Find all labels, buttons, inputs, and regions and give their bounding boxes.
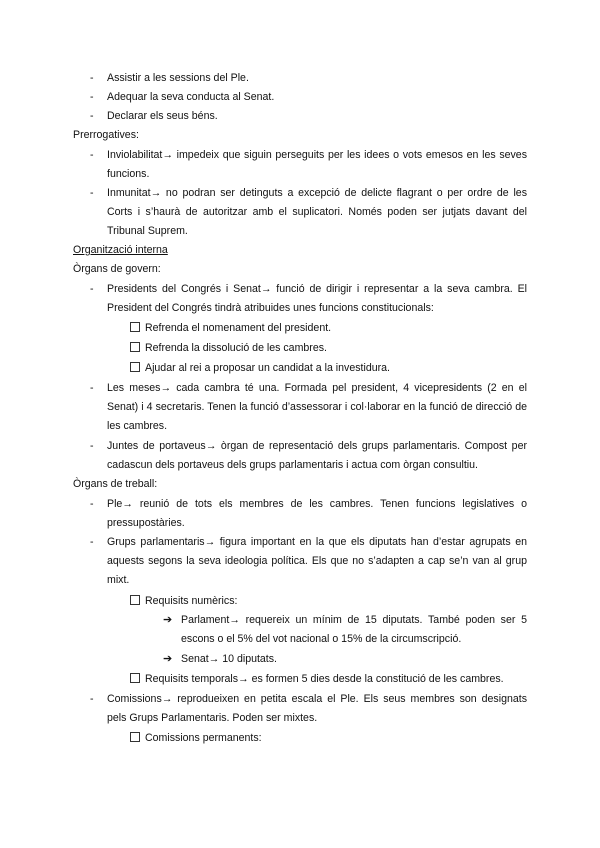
checkbox-item: Requisits temporals→ es formen 5 dies desde la constitució de les cambres. [130,670,504,689]
checkbox-item: Refrenda la dissolució de les cambres. [130,339,327,358]
inmunitat-item: Inmunitat→ no podran ser detinguts a excepció de delicte flagrant o per ordre de les Corts i s’haurà de autoritzar amb el suplicatori. Només poden ser jutjats davant del Tribunal Suprem. [107,187,527,237]
comissions-item: Comissions→ reprodueixen en petita escala el Ple. Els seus membres son designats pels Grups Parlamentaris. Poden ser mixtes. [107,693,527,724]
bullet-dash: - [90,536,94,548]
arrow-bullet-icon: ➔ [163,614,173,626]
meses-item: Les meses→ cada cambra té una. Formada pel president, 4 vicepresidents (2 en el Senat) i 4 secretaris. Tenen la funció d’assessorar i col·laborar en la funció de direcció de les cambres. [107,382,527,432]
checkbox-icon [130,322,140,332]
bullet-dash: - [90,149,94,161]
checkbox-icon [130,362,140,372]
checkbox-item: Requisits numèrics: [130,592,237,611]
bullet-dash: - [90,693,94,705]
checkbox-icon [130,595,140,605]
bullet-dash: - [90,283,94,295]
juntes-item: Juntes de portaveus→ òrgan de representació dels grups parlamentaris. Compost per cadascun dels portaveus dels grups parlamentaris i actua com òrgan consultiu. [107,440,527,471]
arrow-bullet-icon: ➔ [163,653,173,665]
bullet-dash: - [90,72,94,84]
bullet-dash: - [90,91,94,103]
grups-item: Grups parlamentaris→ figura important en la que els diputats han d’estar agrupats en aquests segons la seva ideologia política. Els que no s’adapten a cap se’n van al grup mixt. [107,536,527,586]
ple-item: Ple→ reunió de tots els membres de les cambres. Tenen funcions legislatives o pressupostàries. [107,498,527,529]
parlament-item: Parlament→ requereix un mínim de 15 diputats. També poden ser 5 escons o el 5% del vot nacional o 15% de la circumscripció. [181,614,527,645]
checkbox-item: Ajudar al rei a proposar un candidat a la investidura. [130,359,390,378]
inviolabilitat-item: Inviolabilitat→ impedeix que siguin perseguits per les idees o vots emesos en les seves funcions. [107,149,527,180]
duty-item: Adequar la seva conducta al Senat. [107,91,275,103]
checkbox-item: Refrenda el nomenament del president. [130,319,331,338]
checkbox-icon [130,673,140,683]
organs-treball-heading: Òrgans de treball: [73,478,158,490]
checkbox-icon [130,342,140,352]
organs-govern-heading: Òrgans de govern: [73,263,161,275]
senat-item: Senat→ 10 diputats. [181,653,277,665]
checkbox-item: Comissions permanents: [130,729,262,748]
bullet-dash: - [90,382,94,394]
prerrogatives-heading: Prerrogatives: [73,129,139,141]
duty-item: Declarar els seus béns. [107,110,218,122]
duty-item: Assistir a les sessions del Ple. [107,72,249,84]
bullet-dash: - [90,440,94,452]
checkbox-icon [130,732,140,742]
bullet-dash: - [90,187,94,199]
presidents-item: Presidents del Congrés i Senat→ funció de dirigir i representar a la seva cambra. El President del Congrés tindrà atribuides unes funcions constitucionals: [107,283,527,314]
section-heading: Organització interna [73,244,168,256]
bullet-dash: - [90,498,94,510]
bullet-dash: - [90,110,94,122]
